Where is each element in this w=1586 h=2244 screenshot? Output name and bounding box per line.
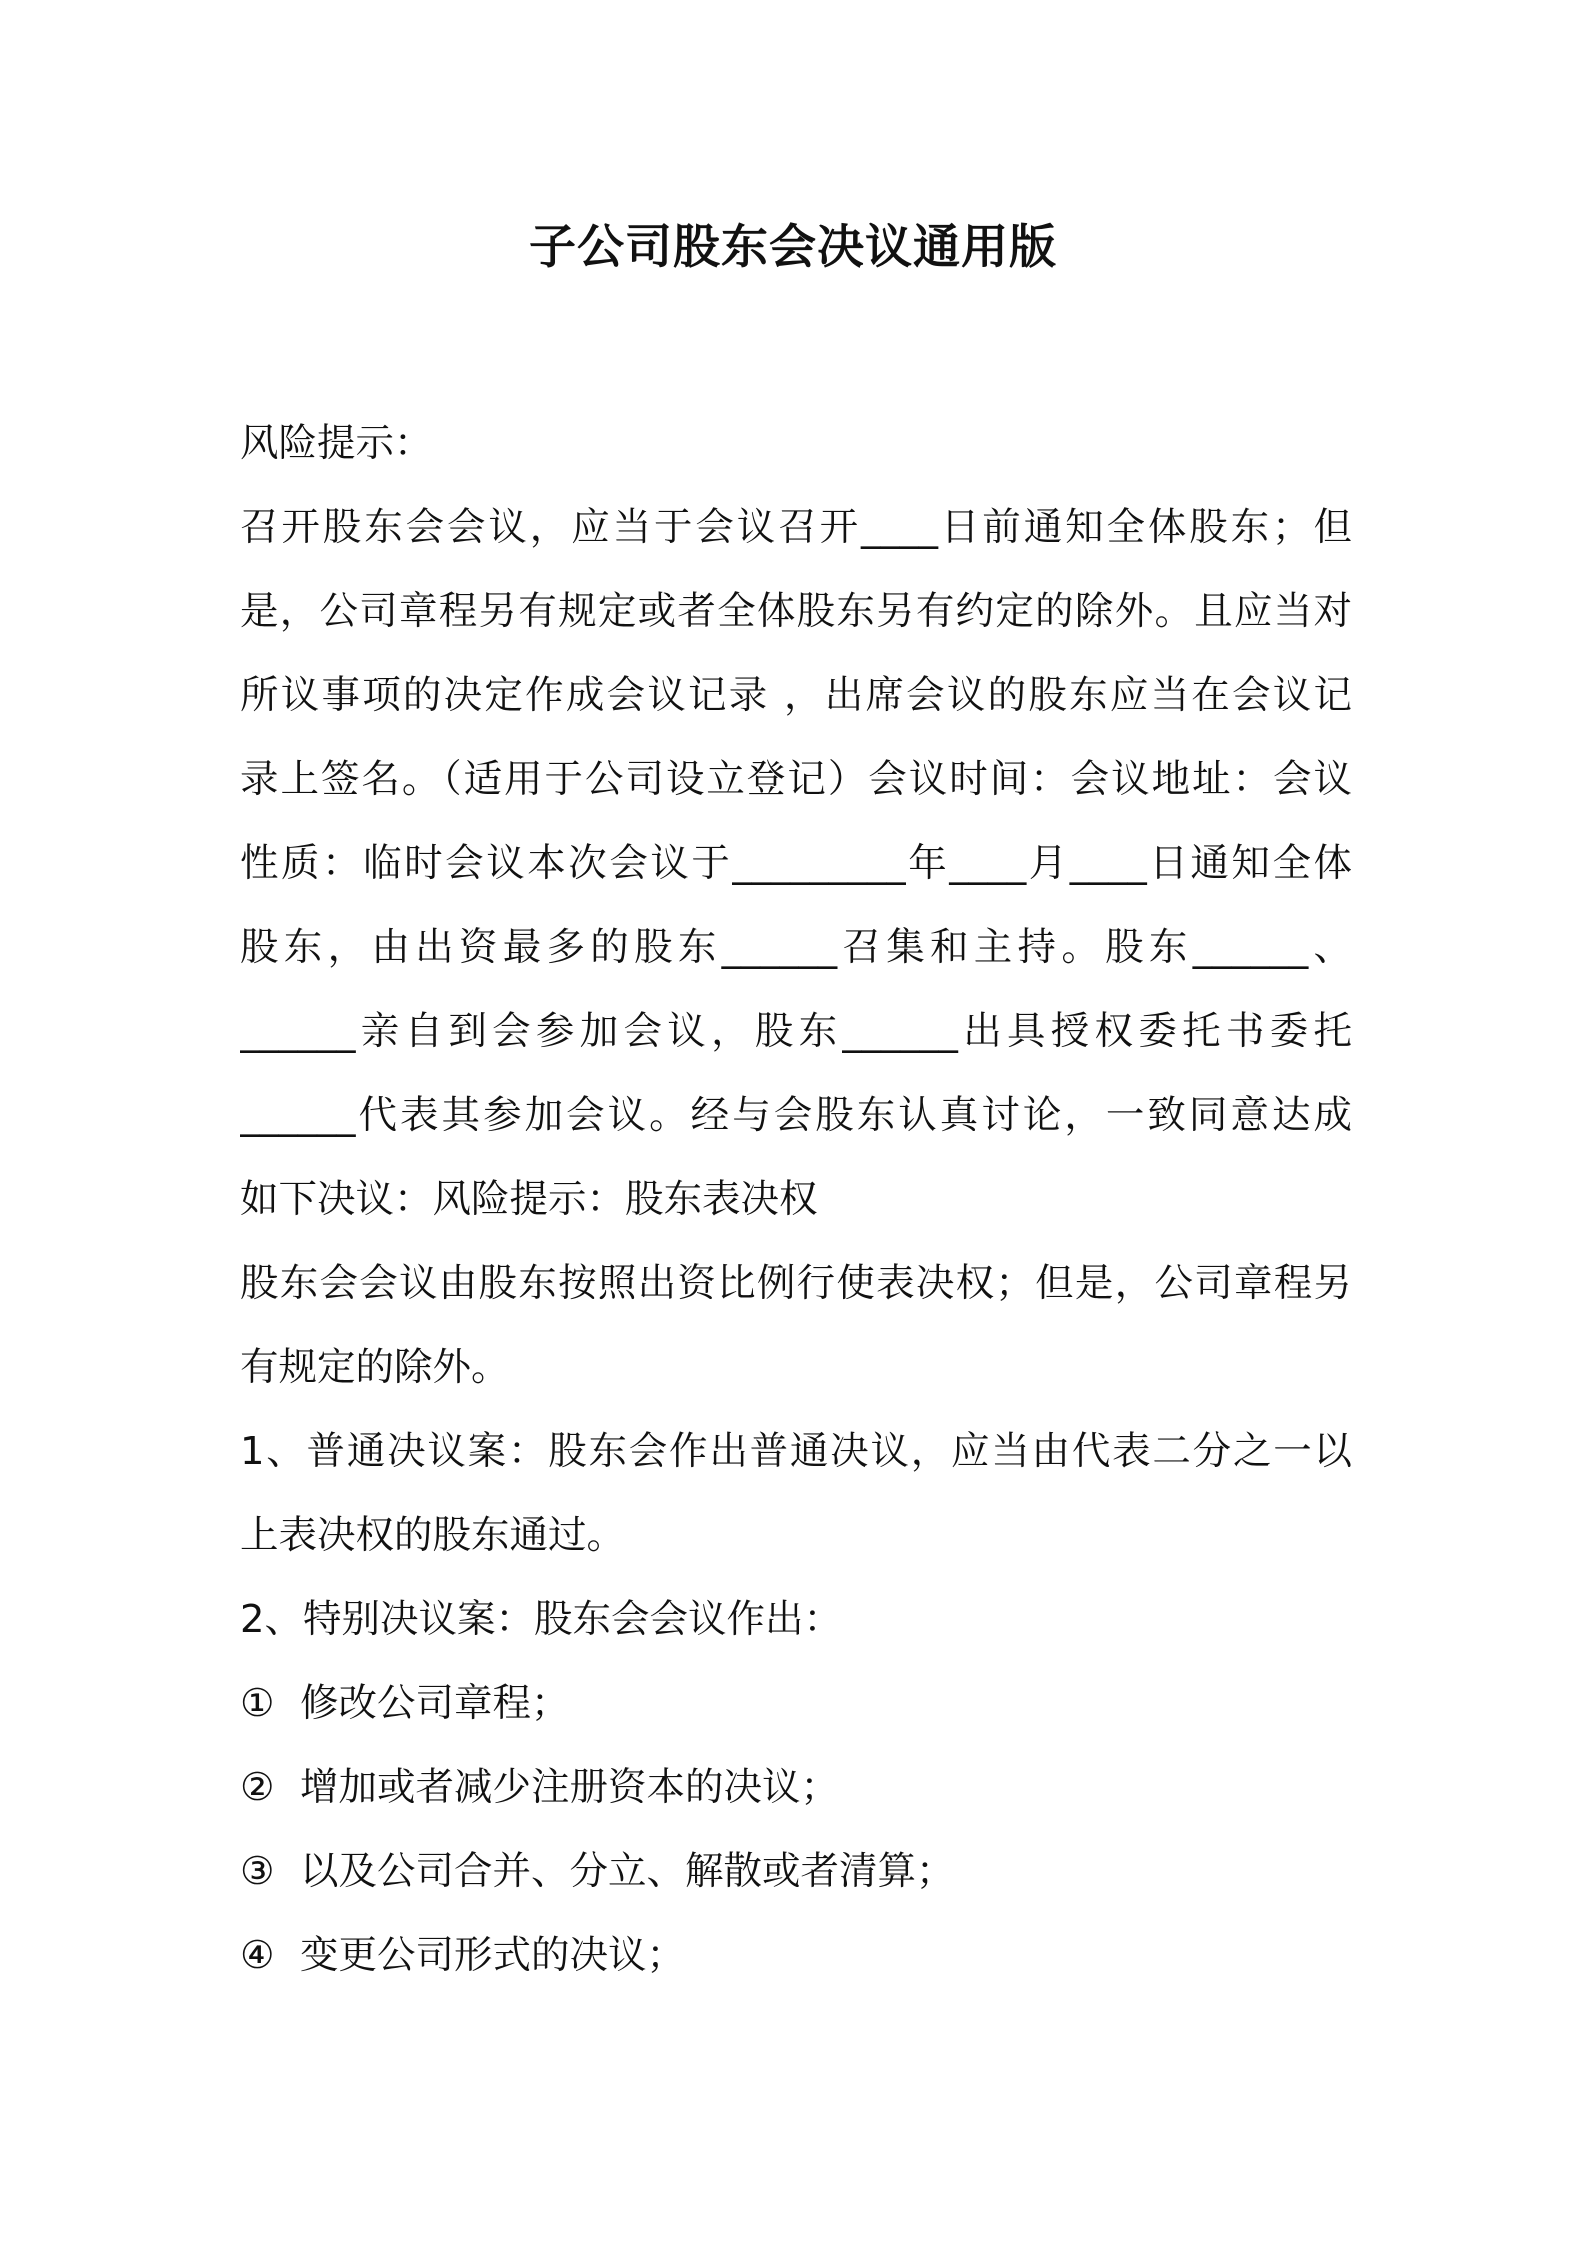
paragraph-line: 有规定的除外。 (240, 1345, 510, 1390)
paragraph-line: 性质：临时会议本次会议于_________年____月____日通知全体 (240, 841, 1352, 886)
list-item-text: 变更公司形式的决议； (300, 1933, 686, 1978)
paragraph-line: 所议事项的决定作成会议记录 ，出席会议的股东应当在会议记 (240, 673, 1352, 718)
list-marker: ② (240, 1765, 275, 1810)
document-title: 子公司股东会决议通用版 (529, 220, 1057, 275)
list-marker: ① (240, 1681, 275, 1726)
paragraph-line: 录上签名。（适用于公司设立登记）会议时间：会议地址：会议 (240, 757, 1352, 802)
list-marker: ④ (240, 1933, 275, 1978)
paragraph-line: ______代表其参加会议。经与会股东认真讨论，一致同意达成 (240, 1093, 1352, 1138)
list-item-text: 以及公司合并、分立、解散或者清算； (300, 1849, 955, 1894)
paragraph-line: 2、特别决议案：股东会会议作出： (240, 1597, 842, 1642)
paragraph-line: 1、普通决议案：股东会作出普通决议，应当由代表二分之一以 (240, 1429, 1352, 1474)
list-item (240, 1662, 1352, 1746)
document-body (240, 402, 1352, 1998)
paragraph-line: 如下决议：风险提示：股东表决权 (240, 1177, 818, 1222)
list-marker: ③ (240, 1849, 275, 1894)
paragraph-line: 股东，由出资最多的股东______召集和主持。股东______、 (240, 925, 1352, 970)
paragraph-line: 召开股东会会议，应当于会议召开____日前通知全体股东；但 (240, 505, 1352, 550)
list-item (240, 1830, 1352, 1914)
paragraph-line: 股东会会议由股东按照出资比例行使表决权；但是，公司章程另 (240, 1261, 1352, 1306)
list-item-text: 修改公司章程； (300, 1681, 570, 1726)
paragraph-line: 是，公司章程另有规定或者全体股东另有约定的除外。且应当对 (240, 589, 1352, 634)
paragraph-line: 上表决权的股东通过。 (240, 1513, 626, 1558)
list-item (240, 1914, 1352, 1998)
list-item-text: 增加或者减少注册资本的决议； (300, 1765, 840, 1810)
paragraph-line: ______亲自到会参加会议，股东______出具授权委托书委托 (240, 1009, 1352, 1054)
list-item (240, 1746, 1352, 1830)
risk-heading: 风险提示： (240, 421, 433, 466)
